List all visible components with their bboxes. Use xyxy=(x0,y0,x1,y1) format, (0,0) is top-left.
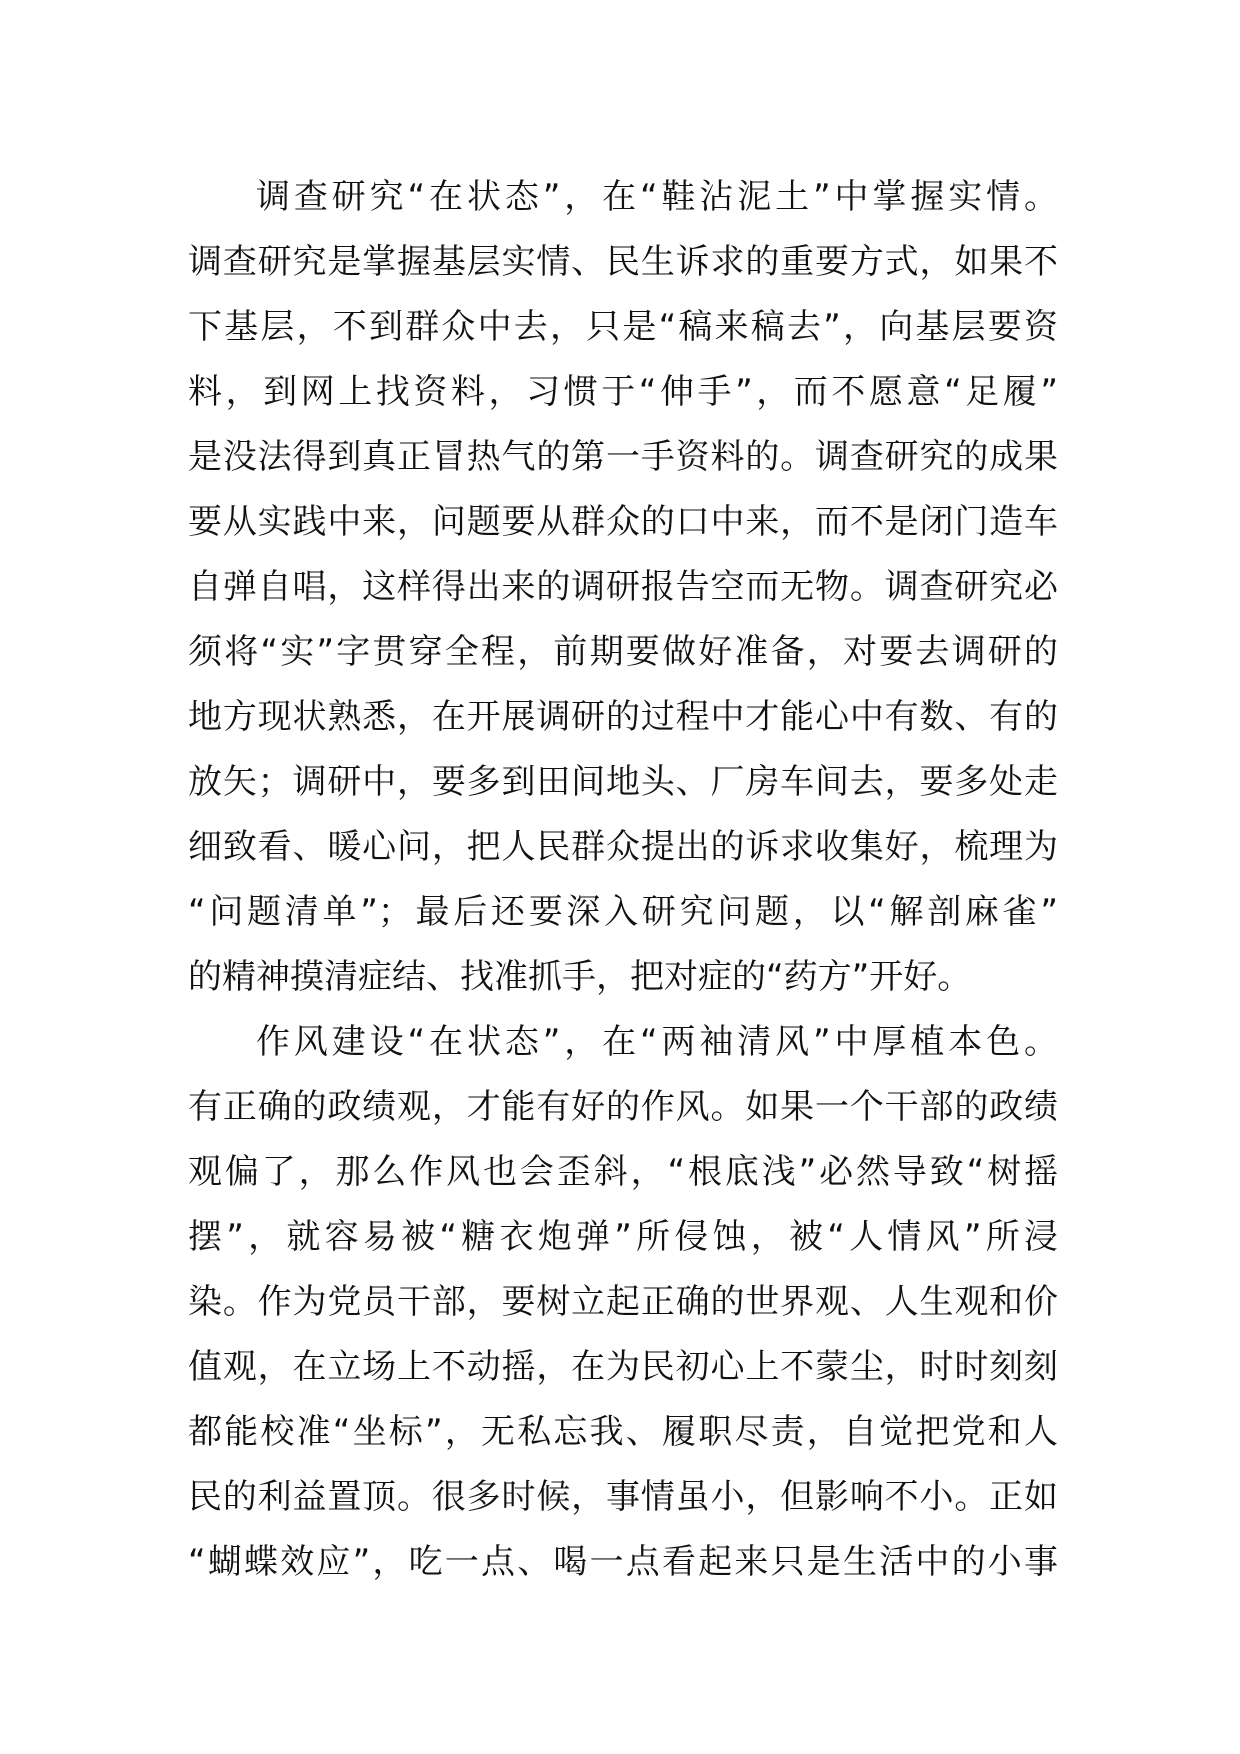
text-line: 细致看、暖心问，把人民群众提出的诉求收集好，梳理为 xyxy=(188,827,1058,867)
text-line: 都能校准“坐标”，无私忘我、履职尽责，自觉把党和人 xyxy=(188,1412,1058,1452)
paragraph-heading-line: 调查研究“在状态”，在“鞋沾泥土”中掌握实情。 xyxy=(256,177,1058,217)
text-line: 民的利益置顶。很多时候，事情虽小，但影响不小。正如 xyxy=(188,1477,1058,1517)
paragraph-investigation-research xyxy=(188,165,1058,1010)
text-line: 是没法得到真正冒热气的第一手资料的。调查研究的成果 xyxy=(188,437,1058,477)
text-line: 自弹自唱，这样得出来的调研报告空而无物。调查研究必 xyxy=(188,567,1058,607)
text-line: “问题清单”；最后还要深入研究问题，以“解剖麻雀” xyxy=(188,892,1058,932)
text-line: 料，到网上找资料，习惯于“伸手”，而不愿意“足履” xyxy=(188,372,1058,412)
text-line: 的精神摸清症结、找准抓手，把对症的“药方”开好。 xyxy=(188,957,972,997)
text-line: 下基层，不到群众中去，只是“稿来稿去”，向基层要资 xyxy=(188,307,1058,347)
text-line: 要从实践中来，问题要从群众的口中来，而不是闭门造车 xyxy=(188,502,1058,542)
text-line: 调查研究是掌握基层实情、民生诉求的重要方式，如果不 xyxy=(188,242,1058,282)
text-line: 地方现状熟悉，在开展调研的过程中才能心中有数、有的 xyxy=(188,697,1058,737)
text-line: 有正确的政绩观，才能有好的作风。如果一个干部的政绩 xyxy=(188,1087,1058,1127)
document-body xyxy=(188,165,1058,1595)
text-line: “蝴蝶效应”，吃一点、喝一点看起来只是生活中的小事 xyxy=(188,1542,1058,1582)
text-line: 染。作为党员干部，要树立起正确的世界观、人生观和价 xyxy=(188,1282,1058,1322)
paragraph-heading-line: 作风建设“在状态”，在“两袖清风”中厚植本色。 xyxy=(256,1022,1058,1062)
text-line: 观偏了，那么作风也会歪斜，“根底浅”必然导致“树摇 xyxy=(188,1152,1058,1192)
text-line: 摆”，就容易被“糖衣炮弹”所侵蚀，被“人情风”所浸 xyxy=(188,1217,1058,1257)
paragraph-work-style xyxy=(188,1010,1058,1595)
text-line: 值观，在立场上不动摇，在为民初心上不蒙尘，时时刻刻 xyxy=(188,1347,1058,1387)
text-line: 须将“实”字贯穿全程，前期要做好准备，对要去调研的 xyxy=(188,632,1058,672)
text-line: 放矢；调研中，要多到田间地头、厂房车间去，要多处走 xyxy=(188,762,1058,802)
